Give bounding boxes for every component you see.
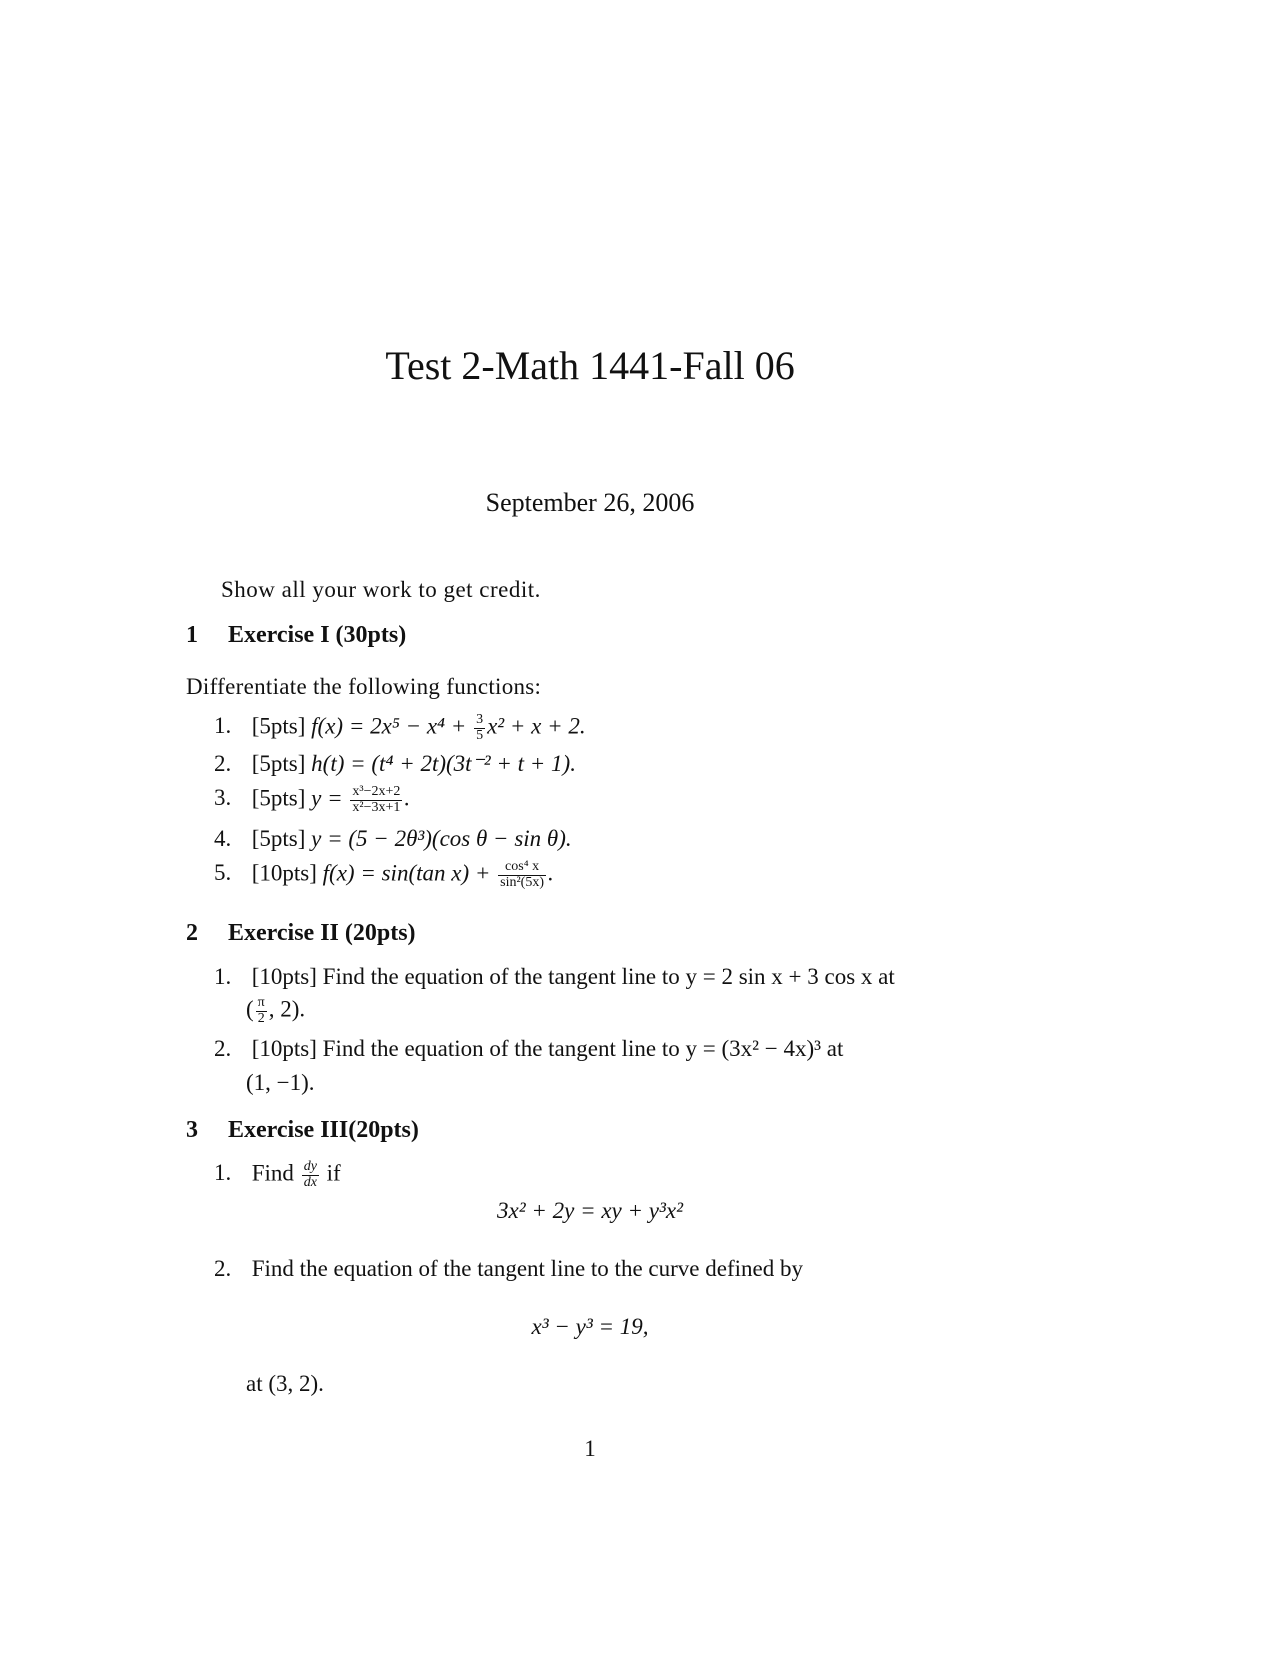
section-title: Exercise II (20pts) bbox=[228, 920, 416, 946]
exercise-item bbox=[214, 785, 410, 815]
section-title: Exercise I (30pts) bbox=[228, 622, 407, 648]
item-expression-tail: x² + x + 2. bbox=[487, 713, 586, 739]
document-title: Test 2-Math 1441-Fall 06 bbox=[385, 343, 795, 388]
fraction bbox=[350, 785, 402, 815]
item-text: Find bbox=[251, 1160, 300, 1186]
fraction-denominator: dx bbox=[303, 1174, 317, 1190]
item-expression: h(t) = (t⁴ + 2t)(3t⁻² + t + 1). bbox=[311, 751, 576, 776]
item-text-tail: if bbox=[320, 1160, 341, 1186]
item-number: 3. bbox=[214, 785, 232, 811]
item-expression: f(x) = 2x⁵ − x⁴ + bbox=[311, 713, 473, 739]
fraction bbox=[302, 1160, 319, 1190]
fraction-denominator: sin²(5x) bbox=[500, 874, 544, 890]
exercise-item bbox=[214, 1160, 341, 1190]
section-number: 1 bbox=[186, 622, 198, 648]
item-number: 2. bbox=[214, 1256, 232, 1281]
item-points: [10pts] bbox=[251, 964, 317, 989]
section-lead-text: Differentiate the following functions: bbox=[186, 674, 542, 699]
item-expression: y = (5 − 2θ³)(cos θ − sin θ). bbox=[311, 826, 572, 851]
display-equation: 3x² + 2y = xy + y³x² bbox=[497, 1198, 683, 1223]
fraction-numerator: 3 bbox=[476, 712, 484, 727]
section-title: Exercise III(20pts) bbox=[228, 1117, 419, 1143]
fraction bbox=[256, 996, 267, 1026]
exercise-item bbox=[214, 860, 554, 890]
item-points: [10pts] bbox=[251, 860, 317, 886]
item-expression-tail: . bbox=[404, 785, 411, 811]
exercise-item bbox=[214, 1036, 994, 1062]
page-number: 1 bbox=[584, 1436, 596, 1461]
item-text: Find the equation of the tangent line to y = (3x² − 4x)³ at bbox=[322, 1036, 844, 1061]
fraction-numerator: dy bbox=[303, 1159, 317, 1174]
item-continuation-close: , 2). bbox=[268, 996, 306, 1022]
item-number: 5. bbox=[214, 860, 232, 886]
item-expression: y = bbox=[311, 785, 349, 811]
exercise-item bbox=[214, 751, 576, 777]
exercise-item bbox=[214, 1256, 803, 1282]
display-equation: x³ − y³ = 19, bbox=[531, 1314, 649, 1339]
item-points: [5pts] bbox=[251, 713, 306, 739]
fraction-numerator: cos⁴ x bbox=[498, 860, 546, 876]
item-continuation: (1, −1). bbox=[246, 1070, 315, 1095]
item-text: Find the equation of the tangent line to y = 2 sin x + 3 cos x at bbox=[322, 964, 895, 989]
instructions-text: Show all your work to get credit. bbox=[221, 577, 541, 602]
item-number: 2. bbox=[214, 1036, 232, 1061]
section-number: 2 bbox=[186, 920, 198, 946]
document-date: September 26, 2006 bbox=[485, 488, 695, 517]
exercise-item bbox=[214, 713, 586, 743]
item-points: [5pts] bbox=[251, 751, 306, 776]
fraction-numerator: π bbox=[257, 995, 265, 1010]
exercise-item bbox=[214, 964, 994, 990]
exercise-item bbox=[214, 826, 572, 852]
item-number: 2. bbox=[214, 751, 232, 776]
fraction bbox=[474, 713, 485, 743]
item-number: 4. bbox=[214, 826, 232, 851]
fraction bbox=[498, 860, 546, 890]
fraction-denominator: 2 bbox=[257, 1010, 265, 1026]
item-expression: f(x) = sin(tan x) + bbox=[322, 860, 497, 886]
item-continuation-open: ( bbox=[246, 996, 254, 1022]
item-number: 1. bbox=[214, 964, 232, 989]
item-text: Find the equation of the tangent line to the curve defined by bbox=[251, 1256, 803, 1281]
fraction-denominator: 5 bbox=[476, 727, 484, 743]
item-expression-tail: . bbox=[548, 860, 554, 886]
item-continuation bbox=[246, 996, 305, 1026]
item-number: 1. bbox=[214, 1160, 232, 1186]
item-number: 1. bbox=[214, 713, 232, 739]
item-points: [10pts] bbox=[251, 1036, 317, 1061]
item-points: [5pts] bbox=[251, 785, 306, 811]
fraction-denominator: x²−3x+1 bbox=[352, 799, 401, 815]
item-continuation: at (3, 2). bbox=[246, 1371, 324, 1396]
section-number: 3 bbox=[186, 1117, 198, 1143]
fraction-numerator: x³−2x+2 bbox=[352, 784, 401, 799]
item-points: [5pts] bbox=[251, 826, 306, 851]
